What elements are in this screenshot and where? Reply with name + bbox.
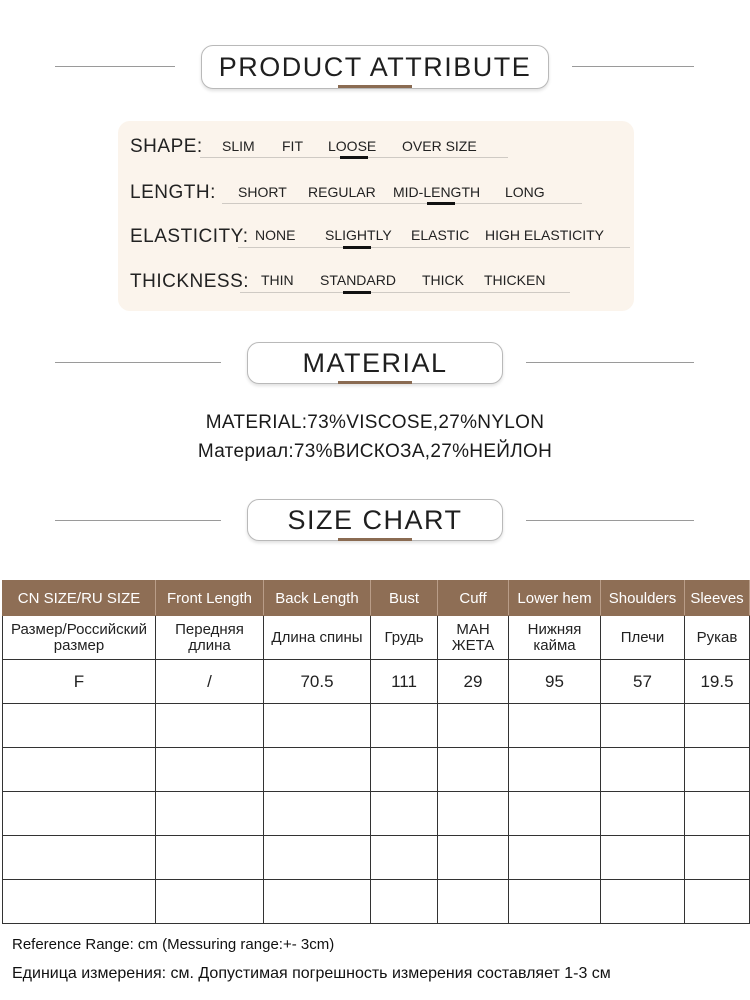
table-cell [685, 748, 750, 792]
column-header-ru: Плечи [601, 616, 685, 660]
reference-note-en: Reference Range: cm (Messuring range:+- 3cm) [12, 936, 335, 953]
attribute-option-selected: LOOSE [328, 138, 377, 154]
column-header-ru: Нижняя кайма [509, 616, 601, 660]
table-cell [438, 792, 509, 836]
table-row-empty [3, 704, 750, 748]
column-header: CN SIZE/RU SIZE [3, 581, 156, 616]
table-header-row [3, 581, 750, 616]
material-ru: Материал:73%ВИСКОЗА,27%НЕЙЛОН [197, 441, 553, 462]
table-cell [509, 836, 601, 880]
table-cell [371, 836, 438, 880]
product-attribute-title: PRODUCT ATTRIBUTE [201, 45, 549, 89]
column-header-ru: Размер/Российский размер [3, 616, 156, 660]
table-cell [264, 880, 371, 924]
attribute-option: THICK [422, 272, 464, 288]
title-accent [338, 381, 412, 384]
selected-marker [343, 246, 371, 249]
divider-right [572, 66, 694, 67]
table-header-ru-row [3, 616, 750, 660]
table-cell [156, 880, 264, 924]
table-cell [509, 792, 601, 836]
attribute-option: NONE [255, 227, 296, 243]
table-cell [3, 792, 156, 836]
title-accent [338, 85, 412, 88]
attribute-underline [222, 203, 582, 204]
attribute-option-selected: SLIGHTLY [325, 227, 392, 243]
table-cell [264, 792, 371, 836]
attribute-panel [118, 121, 634, 311]
table-cell [438, 704, 509, 748]
table-cell [509, 704, 601, 748]
table-cell: 95 [509, 660, 601, 704]
table-cell: F [3, 660, 156, 704]
table-cell [156, 836, 264, 880]
column-header: Lower hem [509, 581, 601, 616]
material-en: MATERIAL:73%VISCOSE,27%NYLON [205, 412, 545, 433]
divider-right [526, 362, 694, 363]
attribute-underline [238, 247, 630, 248]
table-row-empty [3, 880, 750, 924]
table-cell [685, 880, 750, 924]
column-header-ru: Передняя длина [156, 616, 264, 660]
size-chart-table [2, 580, 750, 924]
table-cell [685, 836, 750, 880]
table-cell [371, 748, 438, 792]
attribute-option: OVER SIZE [402, 138, 477, 154]
table-cell: 19.5 [685, 660, 750, 704]
table-cell [3, 836, 156, 880]
attribute-label: THICKNESS: [130, 271, 250, 292]
table-cell [685, 704, 750, 748]
column-header: Bust [371, 581, 438, 616]
table-cell [509, 880, 601, 924]
column-header-ru: МАН ЖЕТА [438, 616, 509, 660]
table-cell [601, 880, 685, 924]
table-cell [509, 748, 601, 792]
table-cell [156, 748, 264, 792]
selected-marker [427, 202, 455, 205]
column-header-ru: Грудь [371, 616, 438, 660]
table-cell [601, 792, 685, 836]
column-header: Front Length [156, 581, 264, 616]
table-row-empty [3, 748, 750, 792]
attribute-option-selected: STANDARD [320, 272, 396, 288]
column-header-ru: Рукав [685, 616, 750, 660]
table-cell: / [156, 660, 264, 704]
divider-left [55, 66, 175, 67]
attribute-option: SHORT [238, 184, 287, 200]
table-cell [3, 748, 156, 792]
column-header-ru: Длина спины [264, 616, 371, 660]
table-cell: 57 [601, 660, 685, 704]
table-cell [601, 836, 685, 880]
column-header: Sleeves [685, 581, 750, 616]
table-cell [371, 704, 438, 748]
table-cell [601, 704, 685, 748]
table-row [3, 660, 750, 704]
attribute-option: THIN [261, 272, 294, 288]
table-cell [264, 748, 371, 792]
table-cell: 29 [438, 660, 509, 704]
selected-marker [340, 156, 368, 159]
column-header: Cuff [438, 581, 509, 616]
table-row-empty [3, 792, 750, 836]
attribute-option: FIT [282, 138, 303, 154]
table-cell [156, 792, 264, 836]
attribute-option: HIGH ELASTICITY [485, 227, 605, 243]
attribute-label: ELASTICITY: [130, 226, 249, 247]
reference-note-ru: Единица измерения: см. Допустимая погрешность измерения составляет 1-3 см [12, 965, 611, 982]
table-cell [264, 704, 371, 748]
attribute-option-selected: MID-LENGTH [393, 184, 481, 200]
table-cell [438, 836, 509, 880]
table-cell [3, 704, 156, 748]
table-cell [685, 792, 750, 836]
table-cell [371, 880, 438, 924]
column-header: Shoulders [601, 581, 685, 616]
attribute-option: THICKEN [484, 272, 546, 288]
divider-right [526, 520, 694, 521]
attribute-option: SLIM [222, 138, 255, 154]
attribute-option: LONG [505, 184, 545, 200]
material-title: MATERIAL [247, 342, 503, 384]
attribute-option: ELASTIC [411, 227, 470, 243]
table-row-empty [3, 836, 750, 880]
attribute-underline [240, 292, 570, 293]
size-chart-title: SIZE CHART [247, 499, 503, 541]
table-cell [601, 748, 685, 792]
table-cell [438, 880, 509, 924]
table-cell [156, 704, 264, 748]
attribute-label: SHAPE: [130, 136, 203, 157]
table-cell [371, 792, 438, 836]
table-cell: 70.5 [264, 660, 371, 704]
attribute-label: LENGTH: [130, 182, 216, 203]
attribute-option: REGULAR [308, 184, 376, 200]
table-cell [438, 748, 509, 792]
table-cell: 111 [371, 660, 438, 704]
title-accent [338, 538, 412, 541]
table-cell [264, 836, 371, 880]
divider-left [55, 520, 221, 521]
selected-marker [343, 291, 371, 294]
divider-left [55, 362, 221, 363]
column-header: Back Length [264, 581, 371, 616]
table-cell [3, 880, 156, 924]
